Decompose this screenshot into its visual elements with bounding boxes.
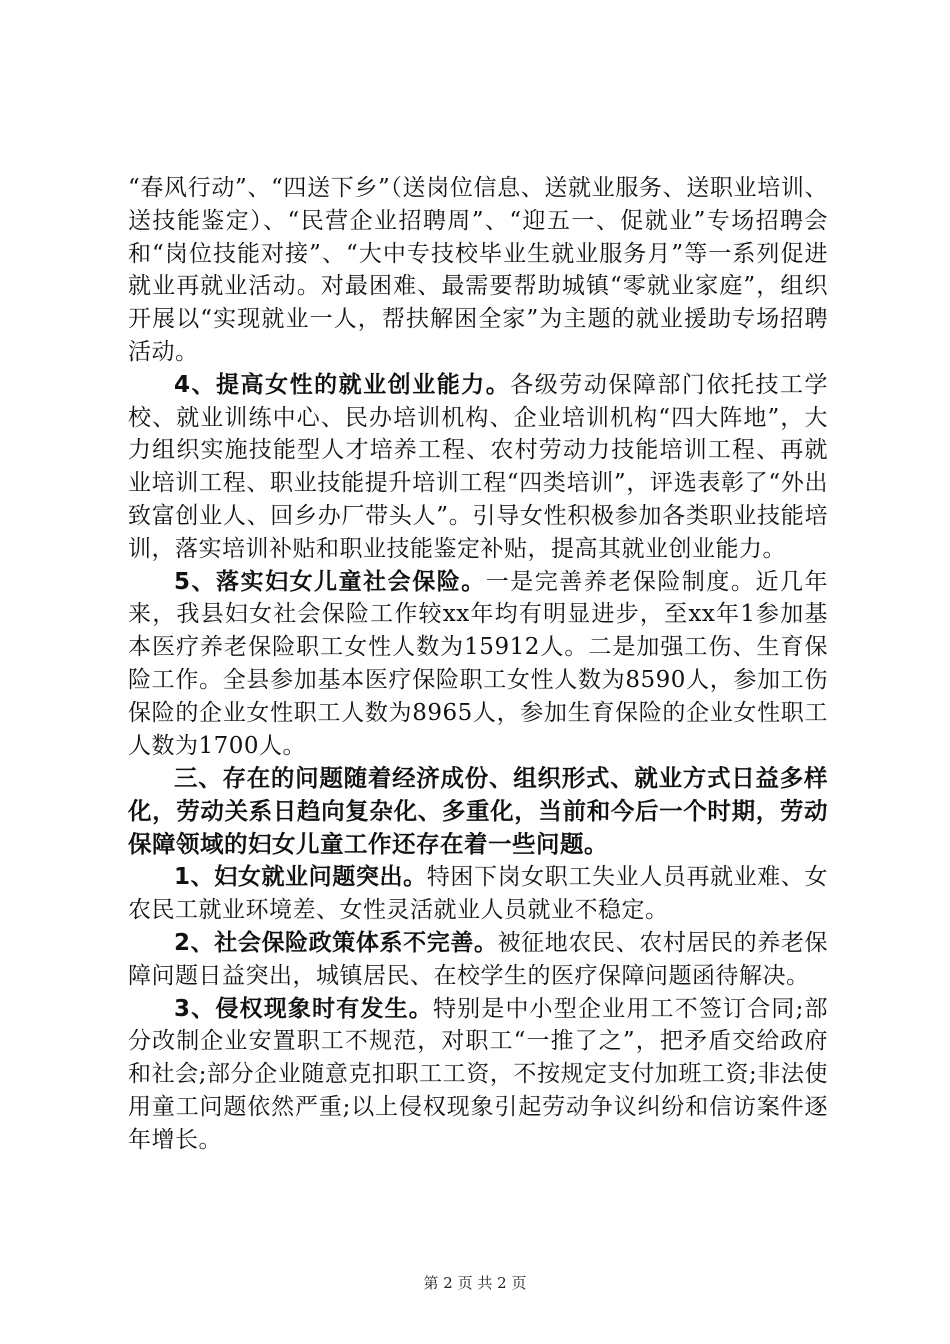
- paragraph-text: 各级劳动保障部门依托技工学校、就业训练中心、民办培训机构、企业培训机构“四大阵地”，大力组织实施技能型人才培养工程、农村劳动力技能培训工程、再就业培训工程、职业技能提升培训工程“四类培训”，评选表彰了“外出致富创业人、回乡办厂带头人”。引导女性积极参加各类职业技能培训，落实培训补贴和职业技能鉴定补贴，提高其就业创业能力。: [128, 371, 828, 562]
- paragraph-text: 被征地农民、农村居民的养老保障问题日益突出，城镇居民、在校学生的医疗保障问题函待解决。: [128, 929, 828, 989]
- paragraph-text: 特困下岗女职工失业人员再就业难、女农民工就业环境差、女性灵活就业人员就业不稳定。: [128, 864, 829, 924]
- paragraph-text: “春风行动”、“四送下乡”（送岗位信息、送就业服务、送职业培训、送技能鉴定）、“民营企业招聘周”、“迎五一、促就业”专场招聘会和“岗位技能对接”、“大中专技校毕业生就业服务月”等一系列促进就业再就业活动。对最困难、最需要帮助城镇“零就业家庭”，组织开展以“实现就业一人，帮扶解困全家”为主题的就业援助专场招聘活动。: [128, 175, 828, 365]
- paragraph-lead: 1、妇女就业问题突出。: [174, 864, 427, 891]
- page-footer: [0, 1272, 950, 1293]
- page-number-label: 第 2 页 共 2 页: [423, 1274, 527, 1292]
- paragraph-employment-activities: [128, 172, 828, 369]
- paragraph-text: 特别是中小型企业用工不签订合同;部分改制企业安置职工不规范，对职工“一推了之”，把矛盾交给政府和社会;部分企业随意克扣职工工资，不按规定支付加班工资;非法使用童工问题依然严重;以上侵权现象引起劳动争议纠纷和信访案件逐年增长。: [128, 995, 828, 1153]
- paragraph-social-insurance: [128, 566, 828, 763]
- paragraph-insurance-policy: [128, 927, 828, 993]
- section-heading-problems: 三、存在的问题随着经济成份、组织形式、就业方式日益多样化，劳动关系日趋向复杂化、多重化，当前和今后一个时期，劳动保障领域的妇女儿童工作还存在着一些问题。: [128, 764, 828, 859]
- paragraph-employment-problems: [128, 861, 828, 927]
- paragraph-lead: 4、提高女性的就业创业能力。: [174, 371, 511, 398]
- paragraph-text: 一是完善养老保险制度。近几年来，我县妇女社会保险工作较xx年均有明显进步，至xx年1参加基本医疗养老保险职工女性人数为15912人。二是加强工伤、生育保险工作。全县参加基本医疗保险职工女性人数为8590人，参加工伤保险的企业女性职工人数为8965人，参加生育保险的企业女性职工人数为1700人。: [128, 568, 828, 759]
- paragraph-lead: 5、落实妇女儿童社会保险。: [174, 568, 486, 595]
- paragraph-female-entrepreneurship: [128, 369, 828, 566]
- paragraph-lead: 2、社会保险政策体系不完善。: [174, 929, 498, 956]
- paragraph-lead: 3、侵权现象时有发生。: [174, 995, 433, 1022]
- document-body: [128, 172, 828, 1157]
- paragraph-rights-infringement: [128, 993, 828, 1157]
